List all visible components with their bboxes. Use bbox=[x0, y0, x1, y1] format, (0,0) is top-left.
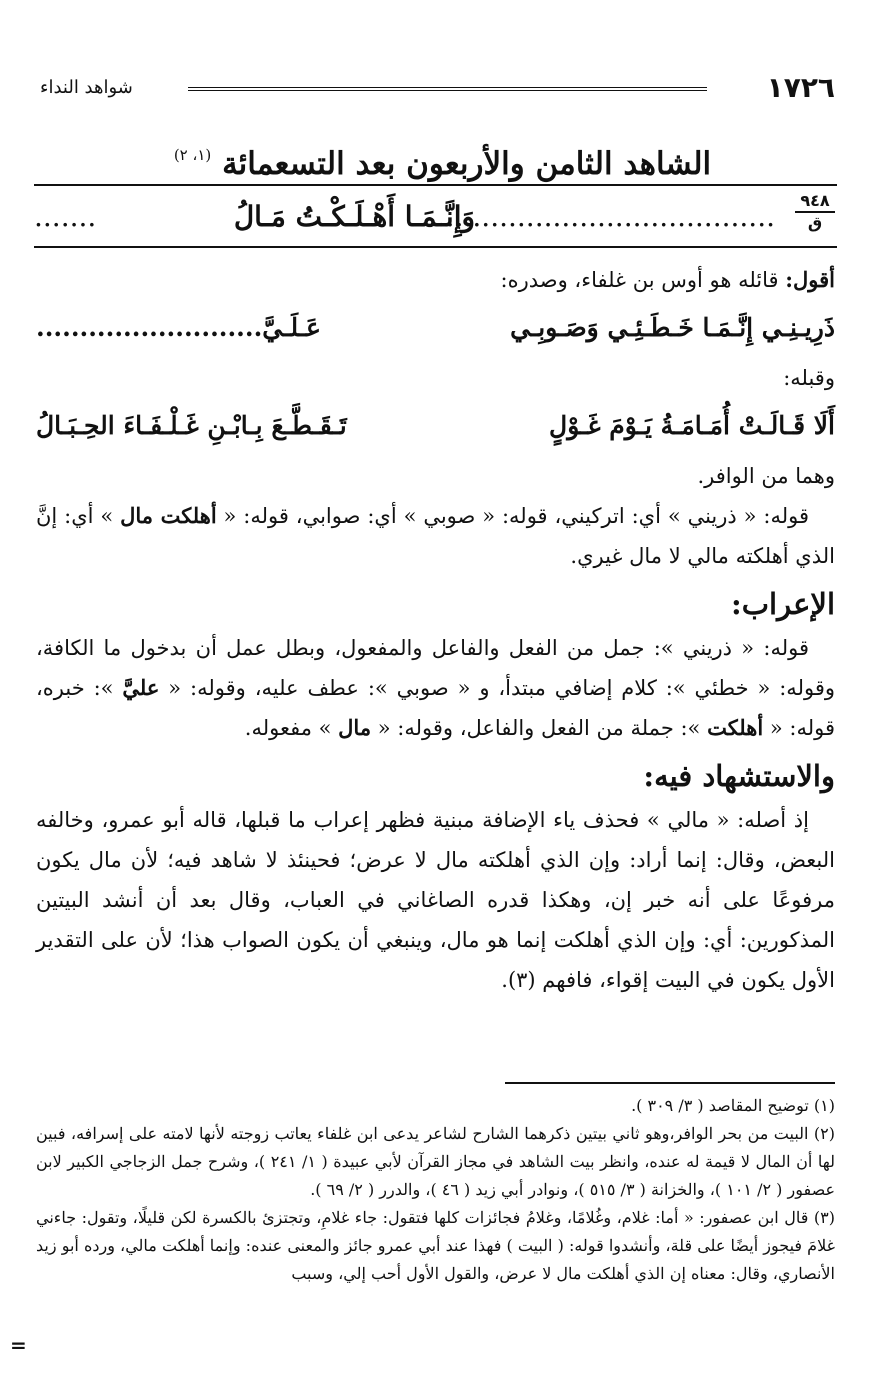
continuation-mark: = bbox=[10, 1333, 27, 1357]
footnote-rule bbox=[505, 1082, 835, 1084]
fragment-text: وَإِنَّـمَـا أَهْـلَـكْـتُ مَـالُ bbox=[233, 200, 475, 233]
gloss-bold: أهلكت مال bbox=[120, 503, 217, 528]
irab-text-1: قوله: « ذريني »: جمل من الفعل والفاعل والمفعول، وبطل عمل أن بدخول ما الكافة، وقوله: « خطئي »: كلام إضافي مبتدأ، و « صوبي »: عطف عليه، وقوله: « bbox=[36, 636, 835, 700]
irab-bold-2: أهلكت bbox=[707, 715, 764, 740]
fragment-dots-left: ....... bbox=[34, 200, 97, 233]
irab-bold-3: مال bbox=[338, 715, 372, 740]
title-footnote-ref: (١، ٢) bbox=[173, 146, 212, 164]
footnote-3: (٣) قال ابن عصفور: « أما: غلام، وغُلامًا، وغلامُ فجائزات كلها فتقول: جاء غلامِ، وتجتزئ بالكسرة لكن قليلًا، وتقول: جاءني غلامَ فيجوز أيضًا على قلة، وأنشدوا قوله: ( البيت ) فهذا عند أبي عمرو جائز والمعنى عنده: وإنما أهلكت مالي، ورده أبو زيد الأنصاري، وقال: معناه إن الذي أهلكت مال لا عرض، والقول الأول أحب إلي، وسبب bbox=[36, 1208, 835, 1283]
irab-text-3: »: جملة من الفعل والفاعل، وقوله: « bbox=[371, 716, 708, 740]
paragraph-gloss bbox=[36, 496, 835, 576]
witness-number-value: ٩٤٨ bbox=[800, 191, 830, 210]
irab-bold-1: عليَّ bbox=[122, 675, 160, 700]
main-text bbox=[36, 260, 835, 1000]
verse-full-line bbox=[36, 300, 835, 358]
header-rule bbox=[188, 87, 707, 91]
preceding-first-hemistich: أَلَا قَـالَـتْ أُمَـامَـةُ يَـوْمَ غَـوْلٍ bbox=[549, 411, 835, 440]
before-label: وقبله: bbox=[783, 366, 835, 390]
meter-note: وهما من الوافر. bbox=[697, 464, 835, 488]
top-rule bbox=[34, 184, 837, 186]
verse-second-hemistich: عَـلَـيَّ.......................... bbox=[36, 313, 321, 342]
running-header bbox=[40, 68, 835, 108]
paragraph-istishhad: إذ أصله: « مالي » فحذف ياء الإضافة مبنية فظهر إعراب ما قبلها، قاله أبو عمرو، وخالفه البعض، وقال: إنما أراد: وإن الذي أهلكته مال لا عرض؛ فحينئذ لا شاهد فيه؛ لأن مال يكون مرفوعًا على أنه خبر إن، وهكذا قدره الصاغاني في العباب، وقال بعد أن أنشد البيتين المذكورين: أي: وإن الذي أهلكت إنما هو مال، وينبغي أن يكون الصواب هذا؛ لأن على التقدير الأول يكون في البيت إقواء، فافهم (٣). bbox=[36, 808, 835, 992]
footnote-2: (٢) البيت من بحر الوافر،وهو ثاني بيتين ذكرهما الشارح لشاعر يدعى ابن غلفاء يعاتب زوجته لأنها لامته على إسرافه، فبين لها أن المال لا قيمة له عنده، وانظر بيت الشاهد في مجاز القرآن لأبي عبيدة ( ١/ ٢٤١ )، وشرح جمل الزجاجي الكبير لابن عصفور ( ٢/ ١٠١ )، والخزانة ( ٣/ ٥١٥ )، ونوادر أبي زيد ( ٤٦ )، والدرر ( ٢/ ٦٩ ). bbox=[36, 1124, 835, 1199]
attribution-text: قائله هو أوس بن غلفاء، وصدره: bbox=[500, 268, 786, 292]
aqul-label: أقول: bbox=[785, 267, 835, 292]
witness-letter: ق bbox=[807, 213, 823, 232]
heading-istishhad: والاستشهاد فيه: bbox=[643, 759, 835, 793]
page-title bbox=[0, 132, 885, 187]
heading-irab: الإعراب: bbox=[731, 587, 835, 621]
bottom-rule bbox=[34, 246, 837, 248]
paragraph-attribution bbox=[36, 260, 835, 300]
irab-text-2: »: خبره، قوله: « bbox=[36, 676, 835, 740]
verse-first-hemistich: ذَرِيـنِـي إِنَّـمَـا خَـطَـئِـي وَصَـوبِـي bbox=[510, 313, 835, 342]
verse-preceding-line bbox=[36, 398, 835, 456]
footnotes bbox=[36, 1092, 835, 1288]
running-title: شواهد النداء bbox=[40, 77, 133, 98]
title-text: الشاهد الثامن والأربعون بعد التسعمائة bbox=[222, 146, 712, 182]
preceding-second-hemistich: تَـقَـطَّـعَ بِـابْـنِ غَـلْـفَـاءَ الحِـبَـالُ bbox=[36, 411, 347, 440]
footnote-1: (١) توضيح المقاصد ( ٣/ ٣٠٩ ). bbox=[631, 1096, 835, 1115]
fragment-dots-right: ........................................ bbox=[418, 200, 775, 233]
witness-number bbox=[793, 192, 837, 232]
irab-text-4: » مفعوله. bbox=[244, 716, 339, 740]
paragraph-irab bbox=[36, 628, 835, 748]
page-number: ١٧٢٦ bbox=[766, 71, 835, 104]
gloss-text-2: » أي: إنَّ الذي أهلكته مالي لا مال غيري. bbox=[36, 504, 835, 568]
gloss-text-1: قوله: « ذريني » أي: اتركيني، قوله: « صوبي » أي: صوابي، قوله: « bbox=[216, 504, 810, 528]
